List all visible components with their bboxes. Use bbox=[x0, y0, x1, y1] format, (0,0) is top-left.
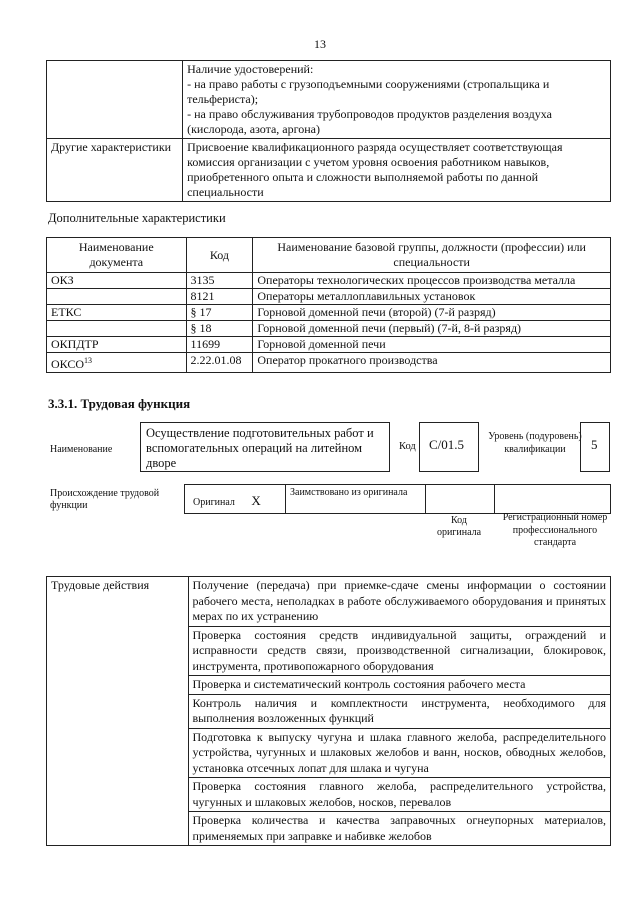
group-name-cell: Операторы металлоплавильных установок bbox=[253, 289, 611, 305]
certificates-cell bbox=[183, 61, 611, 139]
text-line: - на право обслуживания трубопроводов продуктов разделения воздуха (кислорода, азота, аргона) bbox=[187, 107, 552, 136]
original-cell bbox=[184, 484, 286, 514]
table-row bbox=[47, 337, 611, 353]
text-line: Наличие удостоверений: bbox=[187, 62, 314, 76]
doc-name-cell: ЕТКС bbox=[47, 305, 187, 321]
code-cell: 8121 bbox=[186, 289, 253, 305]
doc-name-cell bbox=[47, 289, 187, 305]
code-cell: 11699 bbox=[186, 337, 253, 353]
table-cell-label: Другие характеристики bbox=[47, 139, 183, 202]
code-cell: 2.22.01.08 bbox=[186, 353, 253, 373]
group-name-cell: Горновой доменной печи (второй) (7-й разряд) bbox=[253, 305, 611, 321]
table-row bbox=[47, 139, 611, 202]
original-code-note: Код оригинала bbox=[436, 515, 482, 538]
registration-number-cell bbox=[494, 484, 611, 514]
labor-actions-label: Трудовые действия bbox=[47, 577, 189, 846]
code-label: Код bbox=[399, 441, 416, 452]
action-item: Контроль наличия и комплектности инструмента, необходимого для выполнения возложенных функций bbox=[188, 694, 610, 728]
original-label: Оригинал bbox=[193, 497, 235, 508]
function-code-box: С/01.5 bbox=[419, 422, 479, 472]
action-item: Проверка количества и качества заправочных огнеупорных материалов, применяемых при заправке и набивке желобов bbox=[188, 812, 610, 846]
group-name-cell: Горновой доменной печи bbox=[253, 337, 611, 353]
labor-function-title: 3.3.1. Трудовая функция bbox=[48, 396, 191, 411]
registration-number-note: Регистрационный номер профессионального стандарта bbox=[502, 512, 608, 548]
function-name-box: Осуществление подготовительных работ и вспомогательных операций на литейном дворе bbox=[140, 422, 390, 472]
original-mark: X bbox=[251, 493, 261, 508]
additional-characteristics-title: Дополнительные характеристики bbox=[48, 211, 226, 225]
code-cell: § 17 bbox=[186, 305, 253, 321]
other-characteristics-cell: Присвоение квалификационного разряда осуществляет соответствующая комиссия организации с учетом уровня освоения работником навыков, приобретенного опыта и сложности выполняемой работы по данной специальности bbox=[183, 139, 611, 202]
table-row bbox=[47, 353, 611, 373]
function-name-label: Наименование bbox=[50, 444, 113, 455]
okso-label: ОКСО bbox=[51, 357, 85, 371]
borrowed-cell: Заимствовано из оригинала bbox=[285, 484, 426, 514]
group-name-cell: Операторы технологических процессов производства металла bbox=[253, 273, 611, 289]
group-name-cell: Оператор прокатного производства bbox=[253, 353, 611, 373]
column-header: Наименование базовой группы, должности (профессии) или специальности bbox=[253, 238, 611, 273]
qualification-level-label: Уровень (подуровень) квалификации bbox=[488, 431, 582, 455]
code-cell: § 18 bbox=[186, 321, 253, 337]
doc-name-cell: ОКЗ bbox=[47, 273, 187, 289]
qualification-level-box: 5 bbox=[580, 422, 610, 472]
page-number: 13 bbox=[314, 37, 326, 51]
column-header: Код bbox=[186, 238, 253, 273]
table-row bbox=[47, 61, 611, 139]
top-characteristics-table bbox=[46, 60, 611, 202]
footnote-ref: 13 bbox=[84, 356, 93, 365]
table-row bbox=[47, 273, 611, 289]
text-line: - на право работы с грузоподъемными сооружениями (стропальщика и тельфериста); bbox=[187, 77, 550, 106]
group-name-cell: Горновой доменной печи (первый) (7-й, 8-й разряд) bbox=[253, 321, 611, 337]
table-row bbox=[47, 305, 611, 321]
additional-characteristics-table bbox=[46, 237, 611, 373]
labor-actions-table bbox=[46, 576, 611, 846]
doc-name-cell bbox=[47, 353, 187, 373]
column-header: Наименование документа bbox=[47, 238, 187, 273]
doc-name-cell: ОКПДТР bbox=[47, 337, 187, 353]
table-header-row bbox=[47, 238, 611, 273]
table-row bbox=[47, 289, 611, 305]
origin-label: Происхождение трудовой функции bbox=[50, 488, 160, 511]
action-item: Проверка и систематический контроль состояния рабочего места bbox=[188, 676, 610, 695]
code-cell: 3135 bbox=[186, 273, 253, 289]
doc-name-cell bbox=[47, 321, 187, 337]
action-item: Подготовка к выпуску чугуна и шлака главного желоба, распределительного устройства, чугунных и шлаковых желобов и ванн, носков, обводных желобов, установка отсечных лопат для шлака и чугуна bbox=[188, 728, 610, 778]
action-item: Получение (передача) при приемке-сдаче смены информации о состоянии рабочего места, неполадках в работе обслуживаемого оборудования и принятых мерах по их устранению bbox=[188, 577, 610, 627]
table-row bbox=[47, 577, 611, 627]
original-code-cell bbox=[425, 484, 495, 514]
action-item: Проверка состояния главного желоба, распределительного устройства, чугунных и шлаковых желобов, носков, перевалов bbox=[188, 778, 610, 812]
table-row bbox=[47, 321, 611, 337]
table-cell-label bbox=[47, 61, 183, 139]
action-item: Проверка состояния средств индивидуальной защиты, ограждений и исправности средств связи, производственной сигнализации, блокировок, инструмента, противопожарного оборудования bbox=[188, 626, 610, 676]
